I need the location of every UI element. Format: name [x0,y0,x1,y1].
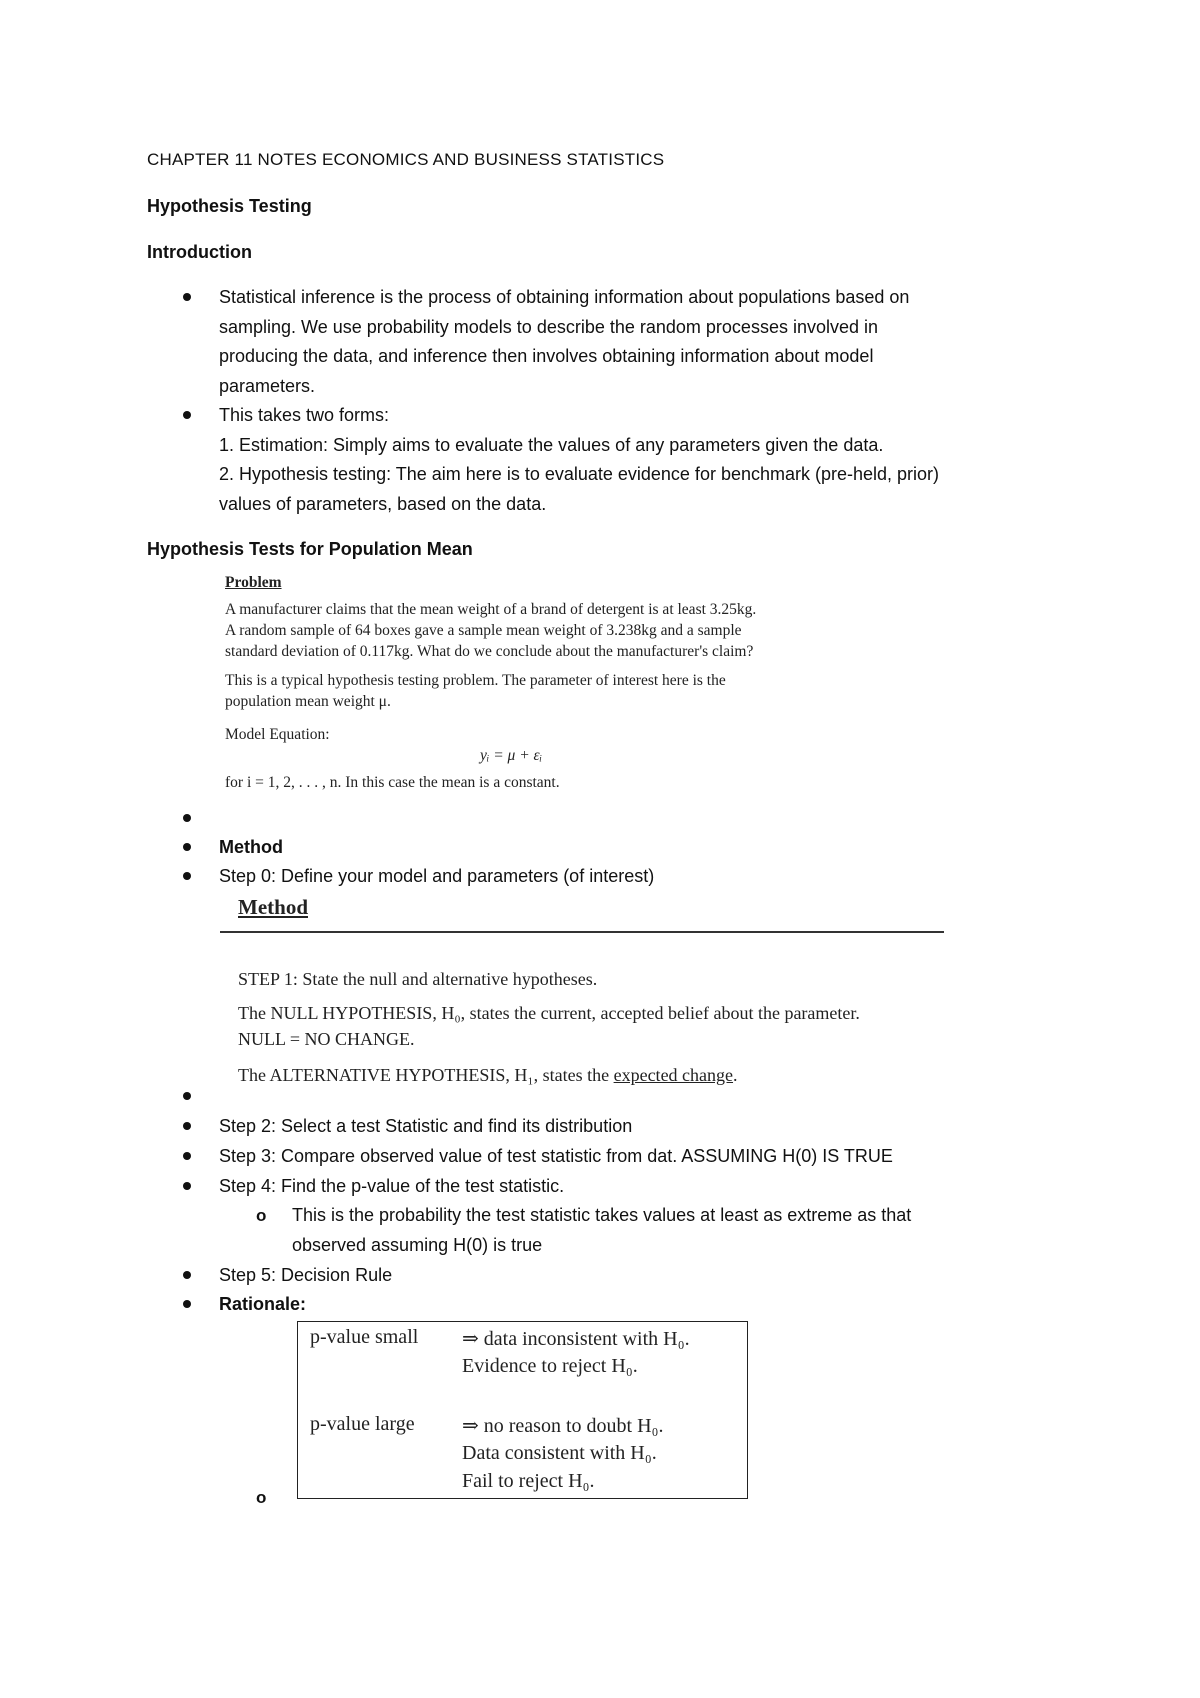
bullet-icon [183,411,191,419]
text-line: values of parameters, based on the data. [219,493,547,514]
bullet-icon [183,293,191,301]
heading-hypothesis-tests-population-mean: Hypothesis Tests for Population Mean [147,539,473,559]
text-line: This is the probability the test statistic takes values at least as extreme as that [292,1205,912,1225]
problem-text: standard deviation of 0.117kg. What do we conclude about the manufacturer's claim? [225,643,754,660]
text-line: Statistical inference is the process of obtaining information about populations based on [219,287,910,307]
method-label: Method [219,837,283,857]
method-figure [220,895,944,1095]
bullet-icon [183,1182,191,1190]
bullet-icon [183,1271,191,1279]
rationale-text: Evidence to reject H₀. [462,1355,638,1377]
problem-text: A manufacturer claims that the mean weight of a brand of detergent is at least 3.25kg. [225,601,757,618]
rationale-text: ⇒ data inconsistent with H₀. [462,1328,690,1350]
text-line: producing the data, and inference then involves obtaining information about model [219,346,874,366]
sub-bullet-marker: o [256,1206,267,1225]
method-alt-line [238,1065,738,1086]
text-line: 1. Estimation: Simply aims to evaluate the values of any parameters given the data. [219,434,884,455]
rationale-label: Rationale: [219,1294,307,1314]
method-null-short: NULL = NO CHANGE. [238,1029,415,1049]
bullet-icon [183,814,191,822]
heading-introduction: Introduction [147,242,252,262]
bullet-icon [183,1092,191,1100]
method-alt-underlined: expected change [613,1065,734,1085]
step-text: Step 0: Define your model and parameters (of interest) [219,866,655,886]
method-alt-suffix: . [733,1065,738,1085]
bullet-icon [183,872,191,880]
sub-bullet-marker: o [256,1488,267,1507]
text-line: observed assuming H(0) is true [292,1234,543,1255]
rationale-text: ⇒ no reason to doubt H₀. [462,1415,664,1437]
problem-text: A random sample of 64 boxes gave a sample mean weight of 3.238kg and a sample [225,622,742,639]
rationale-text: Fail to reject H₀. [462,1470,595,1492]
step-text: Step 3: Compare observed value of test statistic from dat. ASSUMING H(0) IS TRUE [219,1146,893,1166]
method-title: Method [238,895,308,919]
method-alt-prefix: The ALTERNATIVE HYPOTHESIS, H₁, states the [238,1065,614,1085]
p-value-large-label: p-value large [310,1413,415,1435]
step-text: Step 2: Select a test Statistic and find its distribution [219,1116,633,1136]
text-line: This takes two forms: [219,405,390,425]
divider [220,931,944,933]
step-text: Step 5: Decision Rule [219,1265,393,1285]
model-equation: yᵢ = μ + εᵢ [480,747,543,764]
problem-footer: for i = 1, 2, . . . , n. In this case the mean is a constant. [225,774,560,791]
method-null-line: The NULL HYPOTHESIS, H₀, states the current, accepted belief about the parameter. [238,1003,860,1023]
problem-title: Problem [225,574,282,591]
heading-hypothesis-testing: Hypothesis Testing [147,196,312,216]
bullet-icon [183,1122,191,1130]
document-title: CHAPTER 11 NOTES ECONOMICS AND BUSINESS STATISTICS [147,150,665,169]
model-label: Model Equation: [225,726,330,743]
problem-text: population mean weight μ. [225,693,391,710]
problem-text: This is a typical hypothesis testing problem. The parameter of interest here is the [225,672,726,689]
problem-figure [225,572,825,812]
text-line: parameters. [219,375,316,396]
bullet-icon [183,843,191,851]
method-step1: STEP 1: State the null and alternative hypotheses. [238,969,598,989]
rationale-text: Data consistent with H₀. [462,1442,657,1464]
rationale-box [297,1321,748,1499]
bullet-icon [183,1300,191,1308]
step-text: Step 4: Find the p-value of the test statistic. [219,1176,565,1196]
p-value-small-label: p-value small [310,1326,419,1348]
text-line: sampling. We use probability models to describe the random processes involved in [219,316,879,337]
bullet-icon [183,1152,191,1160]
text-line: 2. Hypothesis testing: The aim here is to evaluate evidence for benchmark (pre-held, prior) [219,464,940,484]
